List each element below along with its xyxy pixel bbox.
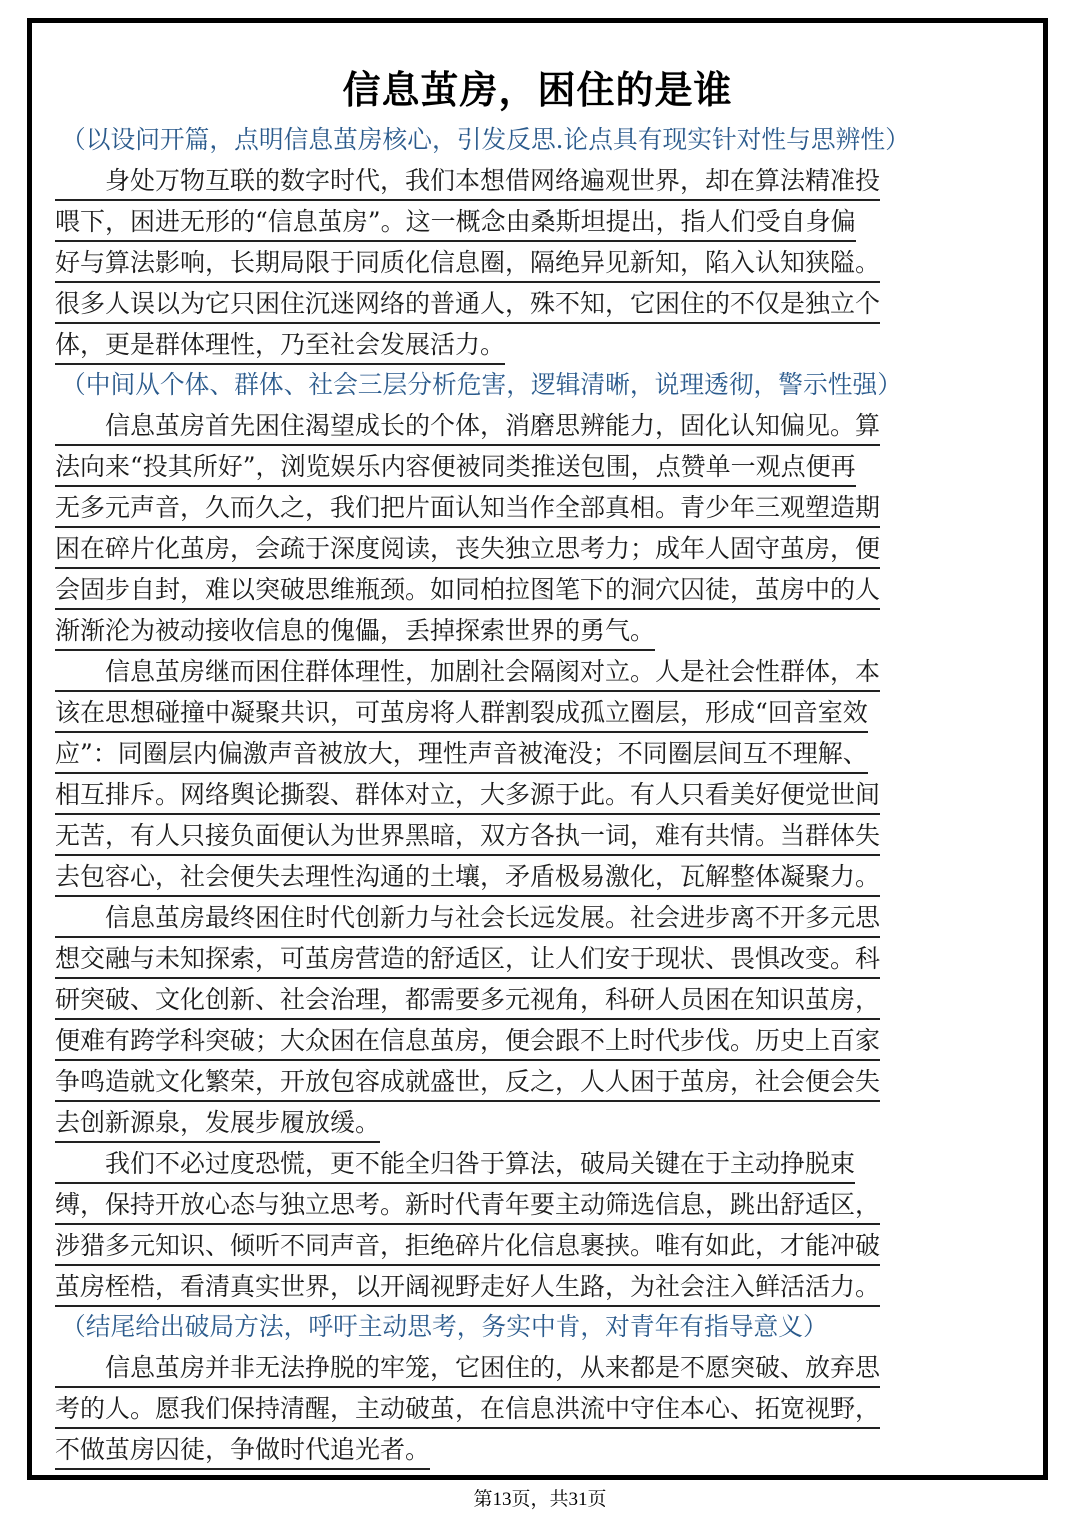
text-line: 考的人。愿我们保持清醒，主动破茧，在信息洪流中守住本心、拓宽视野， bbox=[55, 1388, 1015, 1429]
text-line: 很多人误以为它只困住沉迷网络的普通人，殊不知，它困住的不仅是独立个 bbox=[55, 283, 1015, 324]
comment-opening: （以设问开篇，点明信息茧房核心，引发反思.论点具有现实针对性与思辨性） bbox=[61, 125, 910, 154]
text-line: 信息茧房最终困住时代创新力与社会长远发展。社会进步离不开多元思 bbox=[55, 897, 1015, 938]
text-line: 渐渐沦为被动接收信息的傀儡，丢掉探索世界的勇气。 bbox=[55, 610, 1015, 651]
page-number: 第13页，共31页 bbox=[473, 1489, 607, 1510]
text-line: 困在碎片化茧房，会疏于深度阅读，丧失独立思考力；成年人固守茧房，便 bbox=[55, 528, 1015, 569]
text-line: 去包容心，社会便失去理性沟通的土壤，矛盾极易激化，瓦解整体凝聚力。 bbox=[55, 856, 1015, 897]
paragraph-group bbox=[55, 651, 1015, 897]
text-line: 去创新源泉，发展步履放缓。 bbox=[55, 1102, 1015, 1143]
text-line: 好与算法影响，长期局限于同质化信息圈，隔绝异见新知，陷入认知狭隘。 bbox=[55, 242, 1015, 283]
text-line: 身处万物互联的数字时代，我们本想借网络遍观世界，却在算法精准投 bbox=[55, 160, 1015, 201]
text-line: 不做茧房囚徒，争做时代追光者。 bbox=[55, 1429, 1015, 1470]
text-line: 应”：同圈层内偏激声音被放大，理性声音被淹没；不同圈层间互不理解、 bbox=[55, 733, 1015, 774]
text-line: 无苦，有人只接负面便认为世界黑暗，双方各执一词，难有共情。当群体失 bbox=[55, 815, 1015, 856]
essay-body bbox=[55, 120, 1015, 1470]
text-line: 茧房桎梏，看清真实世界，以开阔视野走好人生路，为社会注入鲜活活力。 bbox=[55, 1266, 1015, 1307]
paragraph-individual bbox=[55, 405, 1015, 651]
text-line: 争鸣造就文化繁荣，开放包容成就盛世，反之，人人困于茧房，社会便会失 bbox=[55, 1061, 1015, 1102]
paragraph-intro bbox=[55, 160, 1015, 365]
text-line: 想交融与未知探索，可茧房营造的舒适区，让人们安于现状、畏惧改变。科 bbox=[55, 938, 1015, 979]
text-line: 信息茧房继而困住群体理性，加剧社会隔阂对立。人是社会性群体，本 bbox=[55, 651, 1015, 692]
text-line: 信息茧房并非无法挣脱的牢笼，它困住的，从来都是不愿突破、放弃思 bbox=[55, 1347, 1015, 1388]
text-line: 便难有跨学科突破；大众困在信息茧房，便会跟不上时代步伐。历史上百家 bbox=[55, 1020, 1015, 1061]
text-line: 涉猎多元知识、倾听不同声音，拒绝碎片化信息裹挟。唯有如此，才能冲破 bbox=[55, 1225, 1015, 1266]
paragraph-conclusion bbox=[55, 1347, 1015, 1470]
text-line: 体，更是群体理性，乃至社会发展活力。 bbox=[55, 324, 1015, 365]
essay-title: 信息茧房，困住的是谁 bbox=[342, 68, 733, 112]
text-line: 会固步自封，难以突破思维瓶颈。如同柏拉图笔下的洞穴囚徒，茧房中的人 bbox=[55, 569, 1015, 610]
text-line: 信息茧房首先困住渴望成长的个体，消磨思辨能力，固化认知偏见。算 bbox=[55, 405, 1015, 446]
text-line: 喂下，困进无形的“信息茧房”。这一概念由桑斯坦提出，指人们受自身偏 bbox=[55, 201, 1015, 242]
page-frame bbox=[27, 18, 1048, 1480]
text-line: 法向来“投其所好”，浏览娱乐内容便被同类推送包围，点赞单一观点便再 bbox=[55, 446, 1015, 487]
text-line: 我们不必过度恐慌，更不能全归咎于算法，破局关键在于主动挣脱束 bbox=[55, 1143, 1015, 1184]
paragraph-society bbox=[55, 897, 1015, 1143]
comment-ending: （结尾给出破局方法，呼吁主动思考，务实中肯，对青年有指导意义） bbox=[61, 1312, 828, 1341]
text-line: 缚，保持开放心态与独立思考。新时代青年要主动筛选信息，跳出舒适区， bbox=[55, 1184, 1015, 1225]
comment-middle: （中间从个体、群体、社会三层分析危害，逻辑清晰，说理透彻，警示性强） bbox=[61, 370, 902, 399]
text-line: 该在思想碰撞中凝聚共识，可茧房将人群割裂成孤立圈层，形成“回音室效 bbox=[55, 692, 1015, 733]
paragraph-solution bbox=[55, 1143, 1015, 1307]
text-line: 无多元声音，久而久之，我们把片面认知当作全部真相。青少年三观塑造期 bbox=[55, 487, 1015, 528]
text-line: 研突破、文化创新、社会治理，都需要多元视角，科研人员困在知识茧房， bbox=[55, 979, 1015, 1020]
text-line: 相互排斥。网络舆论撕裂、群体对立，大多源于此。有人只看美好便觉世间 bbox=[55, 774, 1015, 815]
